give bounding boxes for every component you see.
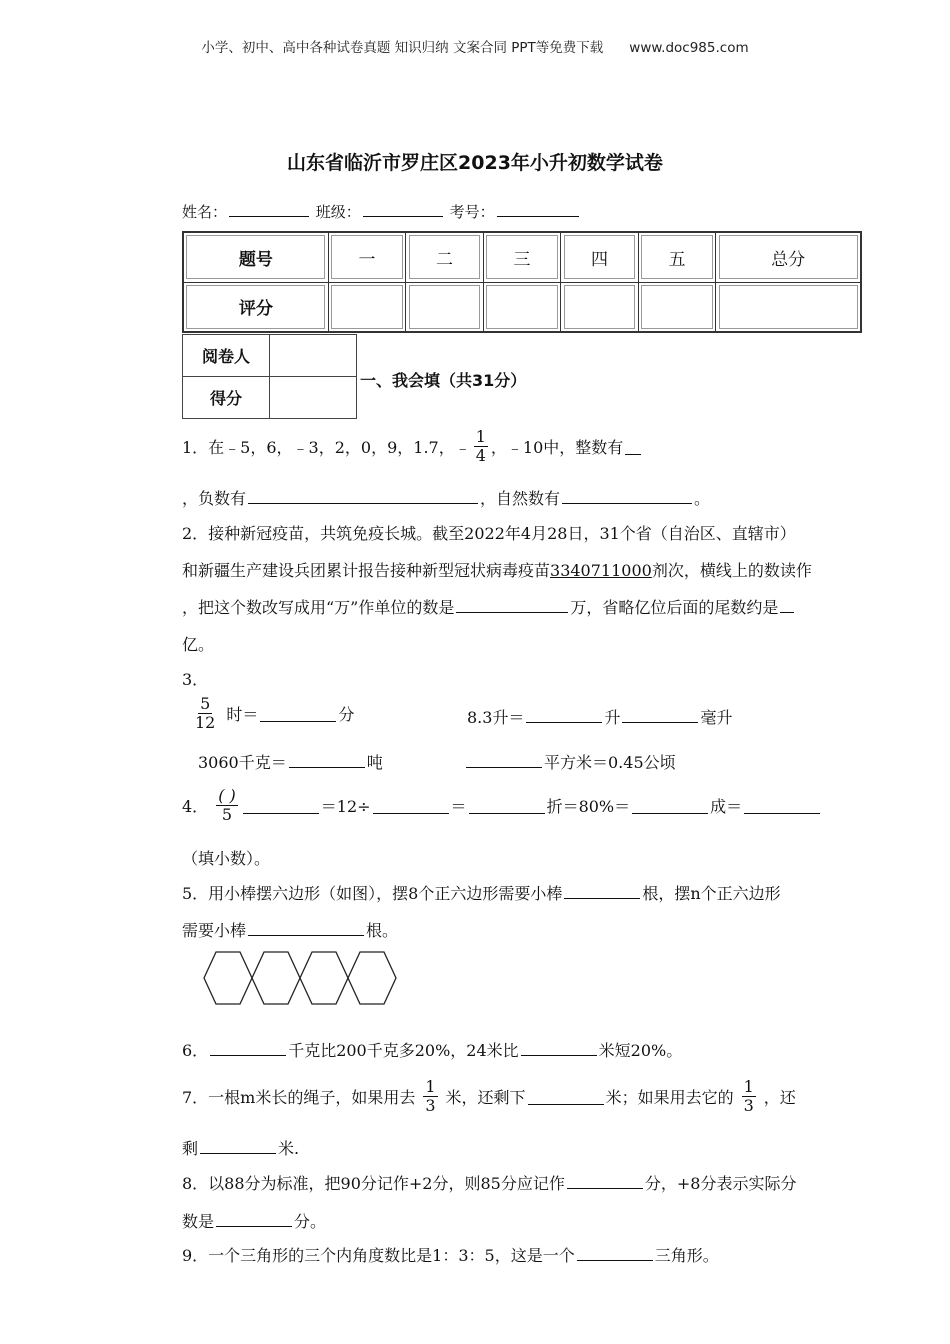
question-2-line3 — [182, 595, 796, 618]
question-5 — [182, 881, 781, 904]
q6-text: 米短20%。 — [598, 1041, 683, 1060]
hexagon — [300, 952, 348, 1004]
exam-no-label: 考号： — [449, 203, 495, 221]
answer-blank[interactable] — [562, 487, 692, 504]
q5-text: 根。 — [366, 921, 399, 940]
section-title: 一、我会填（共31分） — [360, 371, 527, 390]
q5-text: 根，摆n个正六边形 — [642, 884, 781, 903]
q3-text: 升 — [604, 708, 621, 727]
q1-text: ，﹣10中，整数有 — [490, 437, 624, 457]
q3-text: 分 — [338, 704, 355, 724]
hexagon — [348, 952, 396, 1004]
question-8 — [182, 1171, 796, 1194]
q5-text: 5．用小棒摆六边形（如图），摆8个正六边形需要小棒 — [182, 884, 563, 903]
answer-blank[interactable] — [216, 1210, 292, 1227]
score-head-cell: 题号 — [183, 232, 328, 282]
hexagon-figure — [200, 948, 404, 1008]
q3-text: 8.3升＝ — [467, 708, 525, 727]
student-info — [182, 200, 581, 222]
answer-blank[interactable] — [577, 1244, 653, 1261]
answer-blank[interactable] — [528, 1088, 604, 1105]
q7-text: 7．一根m米长的绳子，如果用去 — [182, 1087, 416, 1107]
frac-num: 1 — [475, 426, 486, 446]
fraction — [423, 1078, 437, 1114]
q6-text: 6． — [182, 1041, 209, 1060]
question-2: 2．接种新冠疫苗，共筑免疫长城。截至2022年4月28日，31个省（自治区、直辖市） — [182, 524, 796, 543]
question-4-note: （填小数）。 — [182, 849, 271, 868]
frac-num: 1 — [425, 1076, 436, 1096]
q3-text: 毫升 — [700, 708, 733, 727]
score-table-head — [183, 232, 861, 282]
score-table — [182, 231, 862, 333]
question-3-number: 3． — [182, 670, 209, 689]
frac-num: 5 — [200, 693, 211, 713]
score-cell[interactable] — [328, 282, 405, 332]
question-9 — [182, 1243, 719, 1266]
name-field[interactable] — [229, 200, 309, 217]
q1-text: 1．在﹣5，6，﹣3，2，0，9，1.7，﹣ — [182, 437, 471, 457]
question-7-line2 — [182, 1136, 299, 1159]
points-cell[interactable] — [270, 377, 357, 419]
hexagon — [204, 952, 252, 1004]
reviewer-label: 阅卷人 — [183, 335, 270, 377]
score-head-cell: 三 — [483, 232, 560, 282]
q2-text: ，把这个数改写成用“万”作单位的数是 — [182, 598, 455, 617]
frac-den: 3 — [425, 1095, 436, 1115]
hexagon — [252, 952, 300, 1004]
answer-blank[interactable] — [744, 797, 820, 814]
question-2-line4: 亿。 — [182, 635, 215, 654]
q6-text: 千克比200千克多20%，24米比 — [288, 1041, 519, 1060]
answer-blank[interactable] — [622, 706, 698, 723]
answer-blank[interactable] — [625, 438, 641, 455]
q4-text: 4． — [182, 796, 209, 816]
q1-text: 。 — [694, 489, 711, 508]
q8-text: 分，+8分表示实际分 — [644, 1174, 797, 1193]
q4-text: ＝12÷ — [320, 796, 371, 816]
reviewer-cell[interactable] — [270, 335, 357, 377]
fraction — [742, 1078, 756, 1114]
answer-blank[interactable] — [248, 487, 478, 504]
score-head-cell: 四 — [561, 232, 638, 282]
answer-blank[interactable] — [289, 751, 365, 768]
q1-text: ，负数有 — [182, 489, 247, 508]
page-header — [0, 36, 950, 56]
score-cell[interactable] — [716, 282, 861, 332]
q7-text: 米；如果用去它的 — [605, 1087, 734, 1107]
points-label: 得分 — [183, 377, 270, 419]
score-row-label: 评分 — [183, 282, 328, 332]
q7-text: 剩 — [182, 1139, 199, 1158]
score-cell[interactable] — [638, 282, 715, 332]
score-head-cell: 二 — [406, 232, 483, 282]
q3-text: 吨 — [366, 753, 383, 772]
answer-blank[interactable] — [243, 797, 319, 814]
q4-text: ＝ — [450, 796, 467, 816]
name-label: 姓名： — [182, 203, 228, 221]
frac-num: 1 — [743, 1076, 754, 1096]
frac-den: 12 — [195, 712, 216, 732]
question-3-c — [198, 750, 383, 773]
q2-text: 和新疆生产建设兵团累计报告接种新型冠状病毒疫苗 — [182, 561, 551, 580]
q8-text: 分。 — [294, 1212, 327, 1231]
q2-text: 万，省略亿位后面的尾数约是 — [570, 598, 779, 617]
frac-den: 3 — [743, 1095, 754, 1115]
q4-text: 折＝80%＝ — [546, 796, 631, 816]
question-8-line2 — [182, 1209, 326, 1232]
q7-text: 米. — [278, 1139, 300, 1158]
question-3-d — [464, 750, 676, 773]
question-3-a — [190, 690, 354, 736]
class-field[interactable] — [363, 200, 443, 217]
class-label: 班级： — [315, 203, 361, 221]
answer-blank[interactable] — [469, 797, 545, 814]
q8-text: 数是 — [182, 1212, 215, 1231]
q9-text: 三角形。 — [654, 1246, 719, 1265]
q9-text: 9．一个三角形的三个内角度数比是1：3：5，这是一个 — [182, 1246, 575, 1265]
score-cell[interactable] — [561, 282, 638, 332]
answer-blank[interactable] — [210, 1039, 286, 1056]
score-head-cell: 五 — [638, 232, 715, 282]
question-4 — [182, 782, 822, 828]
answer-blank[interactable] — [248, 919, 364, 936]
answer-blank[interactable] — [466, 751, 542, 768]
fraction — [193, 695, 217, 731]
exam-title: 山东省临沂市罗庄区2023年小升初数学试卷 — [287, 152, 663, 174]
answer-blank[interactable] — [567, 1172, 643, 1189]
answer-blank[interactable] — [456, 596, 568, 613]
answer-blank[interactable] — [521, 1039, 597, 1056]
q3-text: 3060千克＝ — [198, 753, 287, 772]
q4-text: 成＝ — [710, 796, 743, 816]
score-head-cell: 总分 — [716, 232, 861, 282]
q1-text: ，自然数有 — [480, 489, 561, 508]
q7-text: 米，还剩下 — [445, 1087, 526, 1107]
question-2-line2 — [182, 558, 812, 581]
question-1-cont — [182, 486, 710, 509]
underlined-number: 3340711000 — [550, 561, 652, 580]
frac-num: ( ) — [218, 785, 236, 805]
exam-no-field[interactable] — [497, 200, 579, 217]
frac-den: 4 — [475, 445, 486, 465]
score-head-cell: 一 — [328, 232, 405, 282]
answer-blank[interactable] — [564, 882, 640, 899]
question-7 — [182, 1073, 796, 1119]
fraction — [474, 428, 488, 464]
answer-blank[interactable] — [260, 705, 336, 722]
q7-text: ，还 — [763, 1087, 796, 1107]
frac-den: 5 — [221, 804, 233, 824]
header-url[interactable]: www.doc985.com — [629, 40, 749, 56]
question-1 — [182, 425, 643, 467]
reviewer-box — [182, 334, 357, 419]
answer-blank[interactable] — [373, 797, 449, 814]
q2-text: 剂次，横线上的数读作 — [651, 561, 812, 580]
q8-text: 8．以88分为标准，把90分记作+2分，则85分应记作 — [182, 1174, 565, 1193]
q3-text: 时＝ — [226, 704, 259, 724]
answer-blank[interactable] — [632, 797, 708, 814]
answer-blank[interactable] — [200, 1137, 276, 1154]
q5-text: 需要小棒 — [182, 921, 247, 940]
score-cell[interactable] — [406, 282, 483, 332]
header-text: 小学、初中、高中各种试卷真题 知识归纳 文案合同 PPT等免费下载 — [201, 40, 604, 56]
question-6 — [182, 1038, 682, 1061]
score-table-row — [183, 282, 861, 332]
answer-blank[interactable] — [526, 706, 602, 723]
answer-blank[interactable] — [780, 596, 794, 613]
score-cell[interactable] — [483, 282, 560, 332]
question-5-line2 — [182, 918, 398, 941]
fraction — [216, 787, 238, 823]
q3-text: 平方米＝0.45公顷 — [544, 753, 676, 772]
question-3-b — [467, 705, 732, 728]
